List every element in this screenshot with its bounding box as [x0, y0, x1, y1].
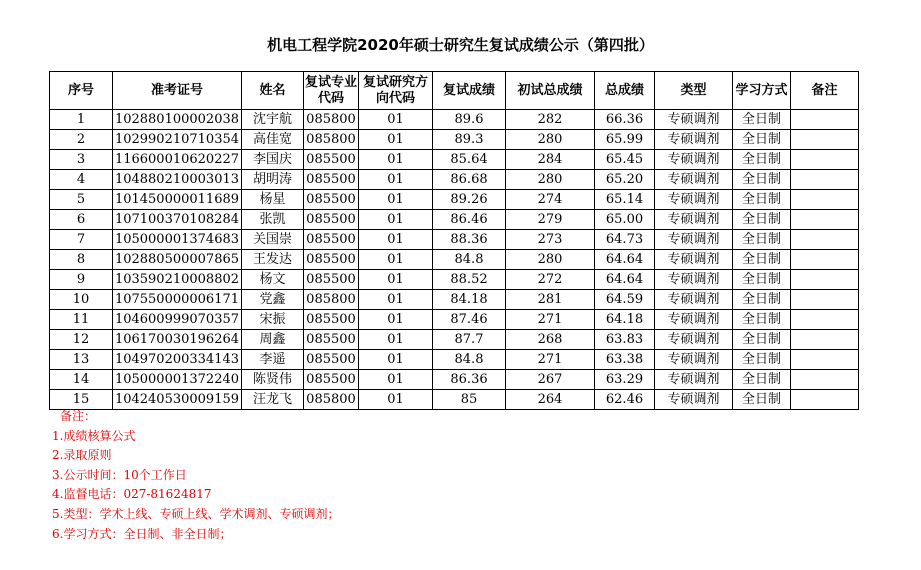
retest-score-cell: 84.8 — [433, 350, 506, 370]
seq-cell: 4 — [50, 170, 113, 190]
initial-score-cell: 281 — [506, 290, 595, 310]
initial-score-cell: 267 — [506, 370, 595, 390]
remark-cell — [791, 150, 859, 170]
retest-score-cell: 89.3 — [433, 130, 506, 150]
major-code-cell: 085800 — [304, 390, 359, 410]
initial-score-cell: 284 — [506, 150, 595, 170]
name-cell: 陈贤伟 — [242, 370, 304, 390]
study-mode-cell: 全日制 — [733, 210, 791, 230]
header-exam-id: 准考证号 — [113, 72, 242, 110]
direction-code-cell: 01 — [359, 370, 433, 390]
note-item: 4.监督电话：027-81624817 — [52, 487, 212, 502]
header-total-score: 总成绩 — [595, 72, 655, 110]
study-mode-cell: 全日制 — [733, 290, 791, 310]
study-mode-cell: 全日制 — [733, 370, 791, 390]
remark-cell — [791, 350, 859, 370]
exam-id-cell: 102880100002038 — [113, 110, 242, 130]
exam-id-cell: 104970200334143 — [113, 350, 242, 370]
retest-score-cell: 86.36 — [433, 370, 506, 390]
major-code-cell: 085500 — [304, 350, 359, 370]
name-cell: 周鑫 — [242, 330, 304, 350]
major-code-cell: 085800 — [304, 290, 359, 310]
type-cell: 专硕调剂 — [655, 130, 733, 150]
table-row — [50, 370, 859, 390]
exam-id-cell: 102880500007865 — [113, 250, 242, 270]
seq-cell: 12 — [50, 330, 113, 350]
remark-cell — [791, 110, 859, 130]
initial-score-cell: 271 — [506, 350, 595, 370]
exam-id-cell: 116600010620227 — [113, 150, 242, 170]
note-item: 1.成绩核算公式 — [52, 428, 136, 443]
type-cell: 专硕调剂 — [655, 350, 733, 370]
seq-cell: 13 — [50, 350, 113, 370]
type-cell: 专硕调剂 — [655, 110, 733, 130]
type-cell: 专硕调剂 — [655, 270, 733, 290]
direction-code-cell: 01 — [359, 270, 433, 290]
table-body — [50, 110, 859, 410]
study-mode-cell: 全日制 — [733, 170, 791, 190]
header-type: 类型 — [655, 72, 733, 110]
header-direction-code: 复试研究方向代码 — [359, 72, 433, 110]
type-cell: 专硕调剂 — [655, 230, 733, 250]
table-row — [50, 350, 859, 370]
direction-code-cell: 01 — [359, 330, 433, 350]
retest-score-cell: 86.68 — [433, 170, 506, 190]
table-row — [50, 190, 859, 210]
total-score-cell: 65.20 — [595, 170, 655, 190]
major-code-cell: 085500 — [304, 330, 359, 350]
total-score-cell: 66.36 — [595, 110, 655, 130]
seq-cell: 10 — [50, 290, 113, 310]
type-cell: 专硕调剂 — [655, 290, 733, 310]
notes-section — [52, 407, 339, 544]
seq-cell: 5 — [50, 190, 113, 210]
name-cell: 高佳宽 — [242, 130, 304, 150]
seq-cell: 8 — [50, 250, 113, 270]
remark-cell — [791, 330, 859, 350]
remark-cell — [791, 130, 859, 150]
study-mode-cell: 全日制 — [733, 150, 791, 170]
note-item: 3.公示时间：10个工作日 — [52, 467, 187, 482]
direction-code-cell: 01 — [359, 210, 433, 230]
total-score-cell: 64.59 — [595, 290, 655, 310]
name-cell: 胡明涛 — [242, 170, 304, 190]
total-score-cell: 65.99 — [595, 130, 655, 150]
direction-code-cell: 01 — [359, 350, 433, 370]
retest-score-cell: 86.46 — [433, 210, 506, 230]
name-cell: 王发达 — [242, 250, 304, 270]
study-mode-cell: 全日制 — [733, 270, 791, 290]
exam-id-cell: 107550000006171 — [113, 290, 242, 310]
direction-code-cell: 01 — [359, 130, 433, 150]
major-code-cell: 085500 — [304, 150, 359, 170]
type-cell: 专硕调剂 — [655, 310, 733, 330]
direction-code-cell: 01 — [359, 190, 433, 210]
type-cell: 专硕调剂 — [655, 330, 733, 350]
exam-id-cell: 102990210710354 — [113, 130, 242, 150]
table-row — [50, 110, 859, 130]
study-mode-cell: 全日制 — [733, 230, 791, 250]
major-code-cell: 085500 — [304, 310, 359, 330]
name-cell: 张凯 — [242, 210, 304, 230]
study-mode-cell: 全日制 — [733, 130, 791, 150]
initial-score-cell: 280 — [506, 250, 595, 270]
total-score-cell: 65.45 — [595, 150, 655, 170]
direction-code-cell: 01 — [359, 110, 433, 130]
table-row — [50, 250, 859, 270]
name-cell: 沈宇航 — [242, 110, 304, 130]
seq-cell: 7 — [50, 230, 113, 250]
type-cell: 专硕调剂 — [655, 250, 733, 270]
name-cell: 宋振 — [242, 310, 304, 330]
table-row — [50, 130, 859, 150]
total-score-cell: 64.73 — [595, 230, 655, 250]
type-cell: 专硕调剂 — [655, 190, 733, 210]
seq-cell: 2 — [50, 130, 113, 150]
table-row — [50, 290, 859, 310]
header-major-code: 复试专业代码 — [304, 72, 359, 110]
type-cell: 专硕调剂 — [655, 370, 733, 390]
seq-cell: 6 — [50, 210, 113, 230]
exam-id-cell: 105000001374683 — [113, 230, 242, 250]
major-code-cell: 085500 — [304, 370, 359, 390]
retest-score-cell: 89.6 — [433, 110, 506, 130]
table-row — [50, 310, 859, 330]
total-score-cell: 63.38 — [595, 350, 655, 370]
type-cell: 专硕调剂 — [655, 390, 733, 410]
direction-code-cell: 01 — [359, 390, 433, 410]
initial-score-cell: 279 — [506, 210, 595, 230]
remark-cell — [791, 270, 859, 290]
table-row — [50, 210, 859, 230]
total-score-cell: 65.14 — [595, 190, 655, 210]
name-cell: 关国崇 — [242, 230, 304, 250]
major-code-cell: 085500 — [304, 250, 359, 270]
initial-score-cell: 271 — [506, 310, 595, 330]
seq-cell: 15 — [50, 390, 113, 410]
initial-score-cell: 274 — [506, 190, 595, 210]
table-row — [50, 270, 859, 290]
study-mode-cell: 全日制 — [733, 350, 791, 370]
study-mode-cell: 全日制 — [733, 110, 791, 130]
direction-code-cell: 01 — [359, 170, 433, 190]
table-row — [50, 150, 859, 170]
total-score-cell: 65.00 — [595, 210, 655, 230]
seq-cell: 1 — [50, 110, 113, 130]
remark-cell — [791, 370, 859, 390]
major-code-cell: 085800 — [304, 130, 359, 150]
page-title: 机电工程学院2020年硕士研究生复试成绩公示（第四批） — [267, 36, 654, 54]
header-study-mode: 学习方式 — [733, 72, 791, 110]
total-score-cell: 64.64 — [595, 270, 655, 290]
major-code-cell: 085500 — [304, 230, 359, 250]
exam-id-cell: 104240530009159 — [113, 390, 242, 410]
table-header-row — [50, 72, 859, 110]
total-score-cell: 63.83 — [595, 330, 655, 350]
study-mode-cell: 全日制 — [733, 390, 791, 410]
note-item: 5.类型：学术上线、专硕上线、学术调剂、专硕调剂； — [52, 506, 340, 521]
retest-score-cell: 88.36 — [433, 230, 506, 250]
exam-id-cell: 107100370108284 — [113, 210, 242, 230]
initial-score-cell: 264 — [506, 390, 595, 410]
initial-score-cell: 268 — [506, 330, 595, 350]
remark-cell — [791, 390, 859, 410]
type-cell: 专硕调剂 — [655, 150, 733, 170]
exam-id-cell: 106170030196264 — [113, 330, 242, 350]
total-score-cell: 62.46 — [595, 390, 655, 410]
header-name: 姓名 — [242, 72, 304, 110]
retest-score-cell: 85 — [433, 390, 506, 410]
retest-score-cell: 85.64 — [433, 150, 506, 170]
direction-code-cell: 01 — [359, 290, 433, 310]
seq-cell: 14 — [50, 370, 113, 390]
initial-score-cell: 273 — [506, 230, 595, 250]
remark-cell — [791, 290, 859, 310]
table-row — [50, 330, 859, 350]
remark-cell — [791, 230, 859, 250]
initial-score-cell: 272 — [506, 270, 595, 290]
note-item: 2.录取原则 — [52, 448, 112, 463]
major-code-cell: 085500 — [304, 190, 359, 210]
retest-score-cell: 87.7 — [433, 330, 506, 350]
notes-heading: 备注： — [60, 409, 97, 423]
exam-id-cell: 105000001372240 — [113, 370, 242, 390]
study-mode-cell: 全日制 — [733, 190, 791, 210]
seq-cell: 9 — [50, 270, 113, 290]
study-mode-cell: 全日制 — [733, 310, 791, 330]
name-cell: 杨文 — [242, 270, 304, 290]
retest-score-cell: 84.8 — [433, 250, 506, 270]
header-retest-score: 复试成绩 — [433, 72, 506, 110]
exam-id-cell: 103590210008802 — [113, 270, 242, 290]
exam-id-cell: 101450000011689 — [113, 190, 242, 210]
header-initial-score: 初试总成绩 — [506, 72, 595, 110]
initial-score-cell: 280 — [506, 130, 595, 150]
header-remark: 备注 — [791, 72, 859, 110]
name-cell: 李遥 — [242, 350, 304, 370]
exam-id-cell: 104600999070357 — [113, 310, 242, 330]
name-cell: 杨星 — [242, 190, 304, 210]
remark-cell — [791, 170, 859, 190]
note-item: 6.学习方式：全日制、非全日制； — [52, 526, 232, 541]
seq-cell: 3 — [50, 150, 113, 170]
retest-score-cell: 87.46 — [433, 310, 506, 330]
direction-code-cell: 01 — [359, 250, 433, 270]
major-code-cell: 085500 — [304, 210, 359, 230]
major-code-cell: 085500 — [304, 170, 359, 190]
total-score-cell: 64.64 — [595, 250, 655, 270]
remark-cell — [791, 190, 859, 210]
major-code-cell: 085800 — [304, 110, 359, 130]
retest-score-cell: 89.26 — [433, 190, 506, 210]
total-score-cell: 63.29 — [595, 370, 655, 390]
type-cell: 专硕调剂 — [655, 210, 733, 230]
seq-cell: 11 — [50, 310, 113, 330]
exam-id-cell: 104880210003013 — [113, 170, 242, 190]
table-row — [50, 230, 859, 250]
direction-code-cell: 01 — [359, 230, 433, 250]
direction-code-cell: 01 — [359, 150, 433, 170]
type-cell: 专硕调剂 — [655, 170, 733, 190]
remark-cell — [791, 210, 859, 230]
retest-score-cell: 88.52 — [433, 270, 506, 290]
score-table — [49, 71, 859, 410]
initial-score-cell: 280 — [506, 170, 595, 190]
total-score-cell: 64.18 — [595, 310, 655, 330]
retest-score-cell: 84.18 — [433, 290, 506, 310]
initial-score-cell: 282 — [506, 110, 595, 130]
major-code-cell: 085500 — [304, 270, 359, 290]
table-row — [50, 170, 859, 190]
remark-cell — [791, 310, 859, 330]
remark-cell — [791, 250, 859, 270]
direction-code-cell: 01 — [359, 310, 433, 330]
name-cell: 党鑫 — [242, 290, 304, 310]
header-seq: 序号 — [50, 72, 113, 110]
name-cell: 李国庆 — [242, 150, 304, 170]
study-mode-cell: 全日制 — [733, 250, 791, 270]
name-cell: 汪龙飞 — [242, 390, 304, 410]
study-mode-cell: 全日制 — [733, 330, 791, 350]
